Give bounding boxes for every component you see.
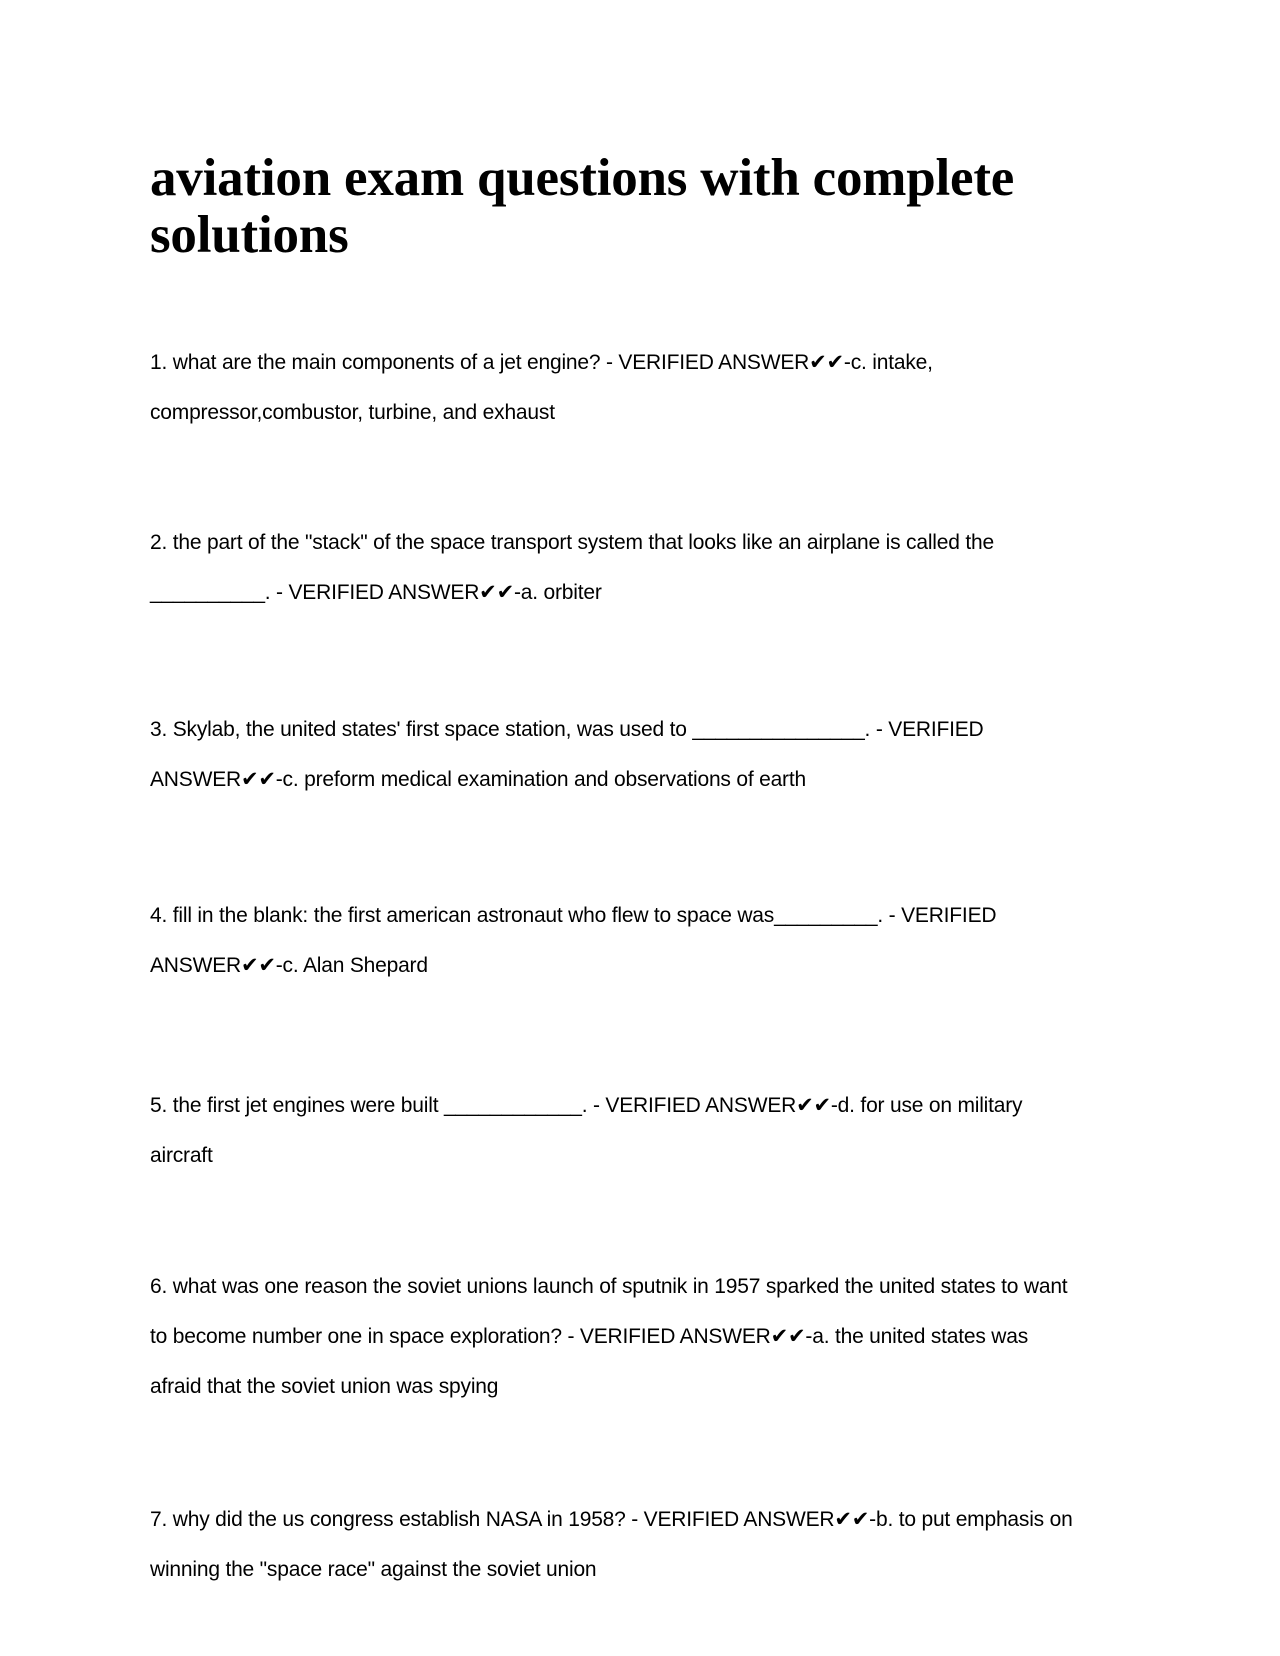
question-answer-3: 3. Skylab, the united states' first space station, was used to _______________. - VERIFIED ANSWER✔✔-c. preform medical examination and observations of earth <box>150 718 984 791</box>
question-answer-2: 2. the part of the "stack" of the space transport system that looks like an airplane is called the __________. - VERIFIED ANSWER✔✔-a. orbiter <box>150 531 994 604</box>
question-answer-5: 5. the first jet engines were built ____________. - VERIFIED ANSWER✔✔-d. for use on military aircraft <box>150 1094 1023 1167</box>
question-answer-6: 6. what was one reason the soviet unions launch of sputnik in 1957 sparked the united states to want to become number one in space exploration? - VERIFIED ANSWER✔✔-a. the united states was afraid that the soviet union was spying <box>150 1275 1068 1398</box>
document-title: aviation exam questions with complete solutions <box>150 149 1015 264</box>
question-answer-4: 4. fill in the blank: the first american astronaut who flew to space was_________. - VERIFIED ANSWER✔✔-c. Alan Shepard <box>150 904 997 977</box>
question-answer-1: 1. what are the main components of a jet engine? - VERIFIED ANSWER✔✔-c. intake, compressor,combustor, turbine, and exhaust <box>150 351 933 424</box>
question-answer-7: 7. why did the us congress establish NASA in 1958? - VERIFIED ANSWER✔✔-b. to put emphasis on winning the "space race" against the soviet union <box>150 1508 1073 1581</box>
